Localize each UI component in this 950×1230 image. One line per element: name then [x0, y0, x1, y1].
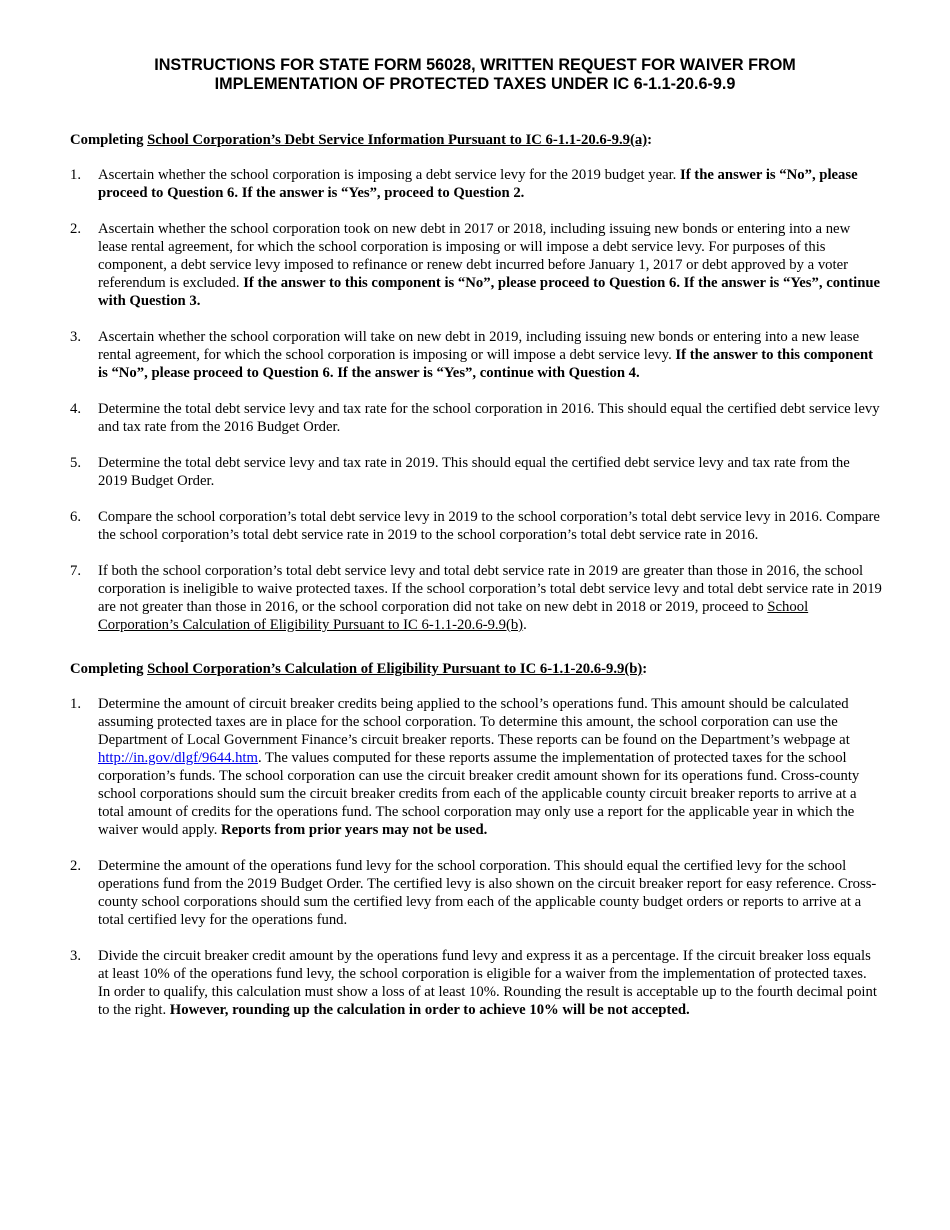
list-item: 1. Ascertain whether the school corporation is imposing a debt service levy for the 2019 budget year. If the answer is “No”, please proceed to Question 6. If the answer is “Yes”, proceed to Question 2.: [70, 167, 858, 201]
section-eligibility: [70, 660, 882, 1019]
section-heading-debt-service: Completing School Corporation’s Debt Service Information Pursuant to IC 6-1.1-20.6-9.9(a):: [70, 132, 653, 148]
list-item: 7. If both the school corporation’s total debt service levy and total debt service rate in 2019 are greater than those in 2016, the school corporation is ineligible to waive protected taxes. If the school corporation’s total debt service levy and total debt service rate in 2019 are not greater than those in 2016, or the school corporation did not take on new debt in 2018 or 2019, proceed to School Corporation’s Calculation of Eligibility Pursuant to IC 6-1.1-20.6-9.9(b).: [70, 563, 882, 633]
eligibility-steps: [70, 695, 882, 1019]
dlgf-webpage-link[interactable]: http://in.gov/dlgf/9644.htm: [98, 750, 258, 766]
list-item: 1. Determine the amount of circuit breaker credits being applied to the school’s operations fund. This amount should be calculated assuming protected taxes are in place for the school corporation. To determine this amount, the school corporation can use the Department of Local Government Finance’s circuit breaker reports. These reports can be found on the Department’s webpage at http://in.gov/dlgf/9644.htm. The values computed for these reports assume the implementation of protected taxes for the school corporation’s funds. The school corporation can use the circuit breaker credit amount shown for its operations fund. Cross-county school corporations should sum the circuit breaker credits from each of the applicable county circuit breaker reports to arrive at a total amount of credits for the operations fund. The school corporation may only use a report for the applicable year in which the waiver would apply. Reports from prior years may not be used.: [70, 696, 860, 838]
page-title: [70, 56, 880, 94]
list-item: 2. Determine the amount of the operations fund levy for the school corporation. This should equal the certified levy for the school operations fund from the 2019 Budget Order. The certified levy is also shown on the circuit breaker report for easy reference. Cross-county school corporations should sum the certified levy from each of the applicable county budget orders or reports to arrive at a total certified levy for the operations fund.: [70, 858, 877, 928]
list-item: 5. Determine the total debt service levy and tax rate in 2019. This should equal the certified debt service levy and tax rate from the 2019 Budget Order.: [70, 455, 850, 489]
section-heading-eligibility: Completing School Corporation’s Calculation of Eligibility Pursuant to IC 6-1.1-20.6-9.9(b):: [70, 661, 648, 677]
section-debt-service: [70, 131, 882, 634]
list-item: 3. Ascertain whether the school corporation will take on new debt in 2019, including issuing new bonds or entering into a new lease rental agreement, for which the school corporation is imposing or will impose a debt service levy. If the answer to this component is “No”, please proceed to Question 6. If the answer is “Yes”, continue with Question 4.: [70, 329, 874, 381]
section-heading-underlined: School Corporation’s Debt Service Information Pursuant to IC 6-1.1-20.6-9.9(a): [147, 132, 648, 148]
list-item: 4. Determine the total debt service levy and tax rate for the school corporation in 2016. This should equal the certified debt service levy and tax rate from the 2016 Budget Order.: [70, 401, 880, 435]
document-body: [70, 131, 882, 1037]
list-item: 3. Divide the circuit breaker credit amount by the operations fund levy and express it as a percentage. If the circuit breaker loss equals at least 10% of the operations fund levy, the school corporation is eligible for a waiver from the implementation of protected taxes. In order to qualify, this calculation must show a loss of at least 10%. Rounding the result is acceptable up to the fourth decimal point to the right. However, rounding up the calculation in order to achieve 10% will be not accepted.: [70, 948, 877, 1018]
list-item: 6. Compare the school corporation’s total debt service levy in 2019 to the school corporation’s total debt service levy in 2016. Compare the school corporation’s total debt service rate in 2019 to the school corporation’s total debt service rate in 2016.: [70, 509, 880, 543]
title-line-2: IMPLEMENTATION OF PROTECTED TAXES UNDER IC 6-1.1-20.6-9.9: [214, 75, 736, 93]
debt-service-steps: [70, 166, 882, 634]
eligibility-reference: School Corporation’s Calculation of Eligibility Pursuant to IC 6-1.1-20.6-9.9(b): [98, 599, 809, 633]
section-heading-underlined: School Corporation’s Calculation of Eligibility Pursuant to IC 6-1.1-20.6-9.9(b): [147, 661, 643, 677]
title-line-1: INSTRUCTIONS FOR STATE FORM 56028, WRITTEN REQUEST FOR WAIVER FROM: [154, 56, 796, 74]
list-item: 2. Ascertain whether the school corporation took on new debt in 2017 or 2018, including issuing new bonds or entering into a new lease rental agreement, for which the school corporation is imposing or will impose a debt service levy. For purposes of this component, a debt service levy imposed to refinance or renew debt incurred before January 1, 2017 or debt approved by a voter referendum is excluded. If the answer to this component is “No”, please proceed to Question 6. If the answer is “Yes”, continue with Question 3.: [70, 221, 881, 309]
